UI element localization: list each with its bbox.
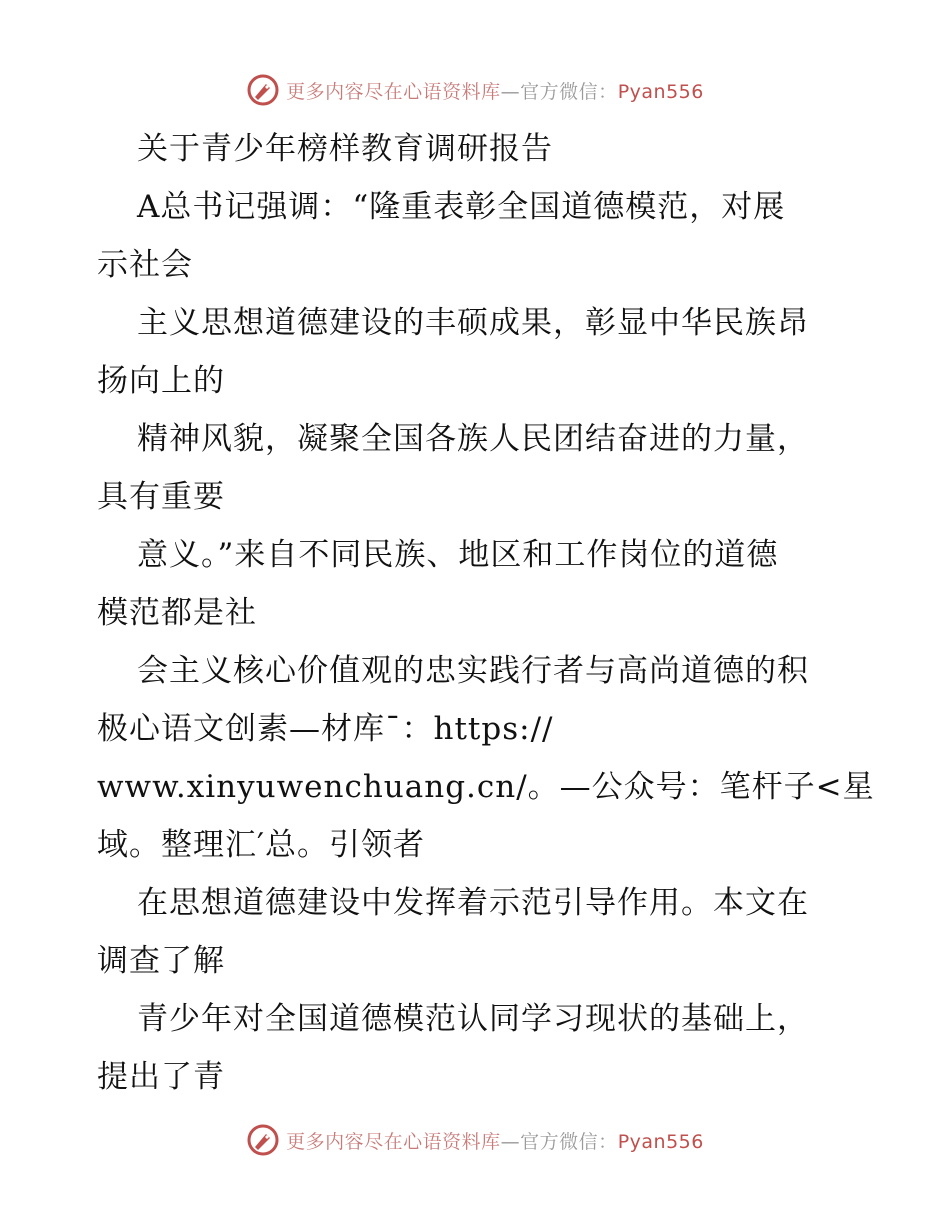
paragraph-line: 调查了解 (97, 943, 225, 979)
pen-nib-logo-icon (246, 1123, 280, 1157)
paragraph-line: 意义。”来自不同民族、地区和工作岗位的道德 (137, 537, 779, 573)
paragraph-line: 示社会 (97, 247, 193, 283)
paragraph-line: 青少年对全国道德模范认同学习现状的基础上， (137, 1001, 809, 1037)
paragraph-line: 主义思想道德建设的丰硕成果，彰显中华民族昂 (137, 305, 809, 341)
paragraph-line: 提出了青 (97, 1059, 225, 1095)
paragraph-line: 模范都是社 (97, 595, 257, 631)
document-title: 关于青少年榜样教育调研报告 (137, 131, 553, 167)
footer-watermark-banner (0, 1120, 950, 1160)
paragraph-line: A总书记强调：“隆重表彰全国道德模范，对展 (137, 189, 786, 225)
paragraph-line: 具有重要 (97, 479, 225, 515)
paragraph-line: 域。整理汇′总。引领者 (97, 827, 426, 863)
paragraph-line: 精神风貌，凝聚全国各族人民团结奋进的力量， (137, 421, 809, 457)
paragraph-line: 会主义核心价值观的忠实践行者与高尚道德的积 (137, 653, 809, 689)
banner-text: 更多内容尽在心语资料库—官方微信：Pyan556 (286, 1130, 704, 1153)
paragraph-line: 极心语文创素—材库¯：https:// (97, 711, 554, 747)
banner-text: 更多内容尽在心语资料库—官方微信：Pyan556 (286, 80, 704, 103)
document-body (97, 120, 875, 1106)
paragraph-line: 在思想道德建设中发挥着示范引导作用。本文在 (137, 885, 809, 921)
pen-nib-logo-icon (246, 73, 280, 107)
header-watermark-banner (0, 70, 950, 110)
paragraph-line: www.xinyuwenchuang.cn/。—公众号：笔杆子<星 (97, 769, 875, 805)
paragraph-line: 扬向上的 (97, 363, 225, 399)
